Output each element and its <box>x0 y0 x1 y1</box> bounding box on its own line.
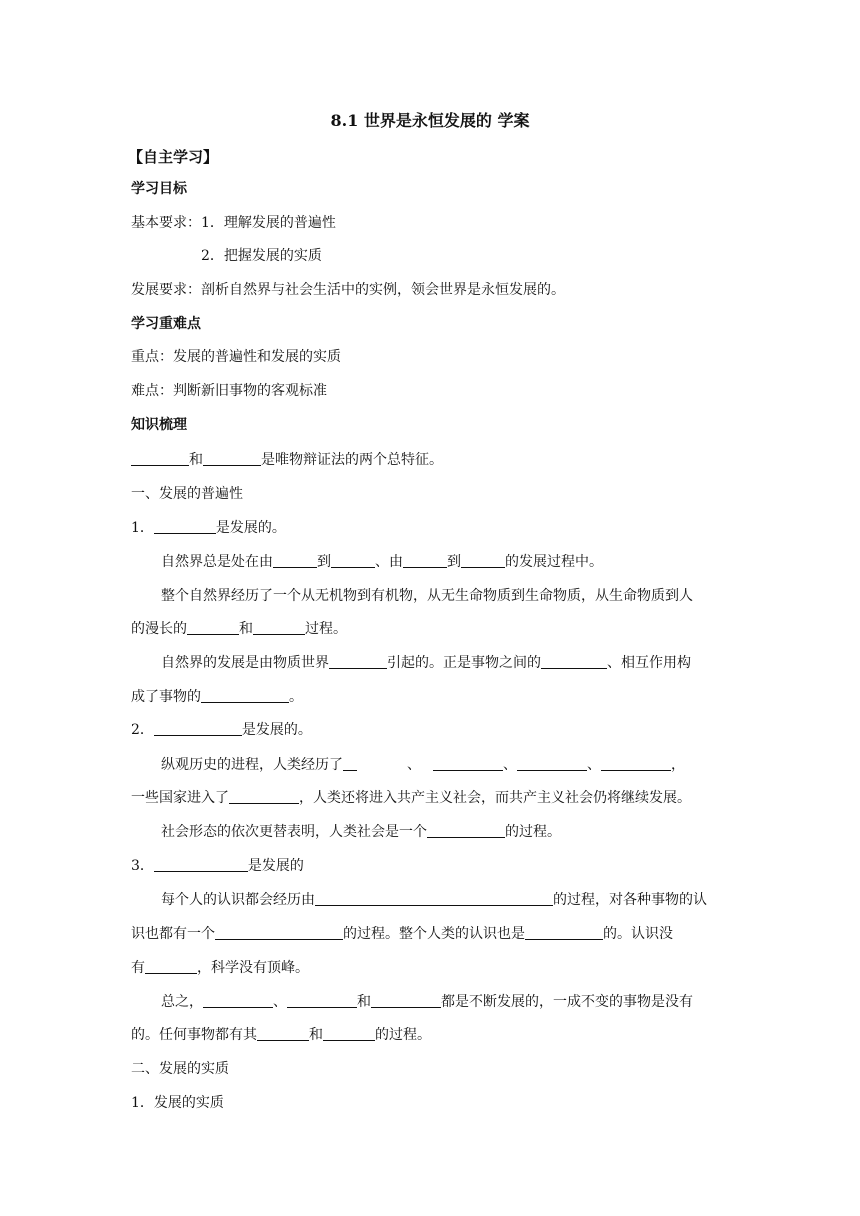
paragraph-cognition-line-3 <box>131 958 309 978</box>
text: 到 <box>317 554 331 570</box>
text: 是发展的 <box>247 858 304 874</box>
text: 成了事物的 <box>131 689 201 705</box>
text: 到 <box>447 554 461 570</box>
text: 社会形态的依次更替表明，人类社会是一个 <box>161 824 427 840</box>
paragraph-society-line-2 <box>131 788 691 808</box>
paragraph-nature-cause-line-1 <box>161 653 691 673</box>
page-title: 8.1 世界是永恒发展的 学案 <box>330 111 530 130</box>
text: ，科学没有顶峰。 <box>197 960 309 976</box>
key-point-focus: 重点：发展的普遍性和发展的实质 <box>131 349 341 365</box>
blank[interactable] <box>525 925 603 940</box>
key-point-difficulty: 难点：判断新旧事物的客观标准 <box>131 383 327 399</box>
text: 的过程。 <box>505 824 561 840</box>
paragraph-cognition-line-2 <box>131 924 673 944</box>
blank[interactable] <box>403 553 447 568</box>
text: 的。任何事物都有其 <box>131 1027 257 1043</box>
text: 总之， <box>161 994 203 1010</box>
blank[interactable] <box>331 553 375 568</box>
blank[interactable] <box>329 654 387 669</box>
text: 的过程，对各种事物的认 <box>553 892 707 908</box>
text: 1． <box>131 520 154 536</box>
text: 和 <box>357 994 371 1010</box>
goals-heading: 学习目标 <box>131 181 187 197</box>
basic-requirement-line <box>131 213 336 233</box>
section-heading-self-study: 【自主学习】 <box>128 148 219 166</box>
text: 的漫长的 <box>131 621 187 637</box>
knowledge-heading: 知识梳理 <box>131 417 187 433</box>
basic-requirement-2: 2．把握发展的实质 <box>201 248 322 264</box>
text: 自然界总是处在由 <box>161 554 273 570</box>
text: 的发展过程中。 <box>505 554 603 570</box>
subsection-1 <box>131 518 286 538</box>
text: 、 <box>503 757 517 773</box>
blank[interactable] <box>203 993 273 1008</box>
text: 是发展的。 <box>241 722 312 738</box>
part-2-heading: 二、发展的实质 <box>131 1061 229 1077</box>
blank[interactable] <box>287 993 357 1008</box>
blank[interactable] <box>154 721 242 736</box>
blank[interactable] <box>427 823 505 838</box>
subsection-essence: 1．发展的实质 <box>131 1095 224 1111</box>
basic-requirement-1: 1．理解发展的普遍性 <box>201 215 336 231</box>
blank[interactable] <box>371 993 441 1008</box>
blank[interactable] <box>253 620 305 635</box>
text: 的过程。整个人类的认识也是 <box>343 926 525 942</box>
paragraph-nature-history-line-1: 整个自然界经历了一个从无机物到有机物，从无生命物质到生命物质，从生命物质到人 <box>161 588 693 604</box>
text: 的。认识没 <box>603 926 673 942</box>
paragraph-nature-process <box>161 552 603 572</box>
paragraph-summary-line-2 <box>131 1025 431 1045</box>
text: 引起的。正是事物之间的 <box>387 655 541 671</box>
blank[interactable] <box>273 553 317 568</box>
blank[interactable] <box>257 1026 309 1041</box>
text: 、相互作用构 <box>607 655 691 671</box>
text: 3． <box>131 858 154 874</box>
blank[interactable] <box>433 756 503 771</box>
blank[interactable] <box>203 451 261 466</box>
blank[interactable] <box>343 756 357 771</box>
paragraph-cognition-line-1 <box>161 890 707 910</box>
paragraph-summary-line-1 <box>161 992 693 1012</box>
blank[interactable] <box>315 891 553 906</box>
blank[interactable] <box>323 1026 375 1041</box>
text: 识也都有一个 <box>131 926 215 942</box>
text: 和 <box>189 452 203 468</box>
text: 的过程。 <box>375 1027 431 1043</box>
blank[interactable] <box>229 789 299 804</box>
text: 。 <box>289 689 303 705</box>
text: 是发展的。 <box>215 520 286 536</box>
text: 自然界的发展是由物质世界 <box>161 655 329 671</box>
text: ， <box>671 757 685 773</box>
text: 、 <box>587 757 601 773</box>
text: 和 <box>309 1027 323 1043</box>
fill-line-general-features <box>131 450 443 470</box>
text: 纵观历史的进程，人类经历了 <box>161 757 343 773</box>
blank[interactable] <box>461 553 505 568</box>
blank[interactable] <box>215 925 343 940</box>
text: 每个人的认识都会经历由 <box>161 892 315 908</box>
blank[interactable] <box>131 451 189 466</box>
text: 2． <box>131 722 154 738</box>
paragraph-society-forms <box>161 822 561 842</box>
blank[interactable] <box>145 959 197 974</box>
text: 和 <box>239 621 253 637</box>
blank[interactable] <box>517 756 587 771</box>
blank[interactable] <box>154 857 248 872</box>
text: ，人类还将进入共产主义社会，而共产主义社会仍将继续发展。 <box>299 790 691 806</box>
text: 、 <box>407 757 421 773</box>
subsection-2 <box>131 720 312 740</box>
text: 、由 <box>375 554 403 570</box>
text: 一些国家进入了 <box>131 790 229 806</box>
blank[interactable] <box>187 620 239 635</box>
paragraph-nature-cause-line-2 <box>131 687 303 707</box>
development-requirement: 发展要求：剖析自然界与社会生活中的实例，领会世界是永恒发展的。 <box>131 282 565 298</box>
blank[interactable] <box>541 654 607 669</box>
text: 有 <box>131 960 145 976</box>
blank[interactable] <box>154 519 216 534</box>
paragraph-nature-history-line-2 <box>131 619 347 639</box>
part-1-heading: 一、发展的普遍性 <box>131 486 243 502</box>
text: 是唯物辩证法的两个总特征。 <box>261 452 443 468</box>
text: 都是不断发展的，一成不变的事物是没有 <box>441 994 693 1010</box>
subsection-3 <box>131 856 304 876</box>
key-points-heading: 学习重难点 <box>131 316 201 332</box>
text: 、 <box>273 994 287 1010</box>
text: 过程。 <box>305 621 347 637</box>
blank[interactable] <box>201 688 289 703</box>
blank[interactable] <box>601 756 671 771</box>
basic-requirement-label: 基本要求： <box>131 215 201 231</box>
paragraph-society-line-1 <box>161 755 727 775</box>
